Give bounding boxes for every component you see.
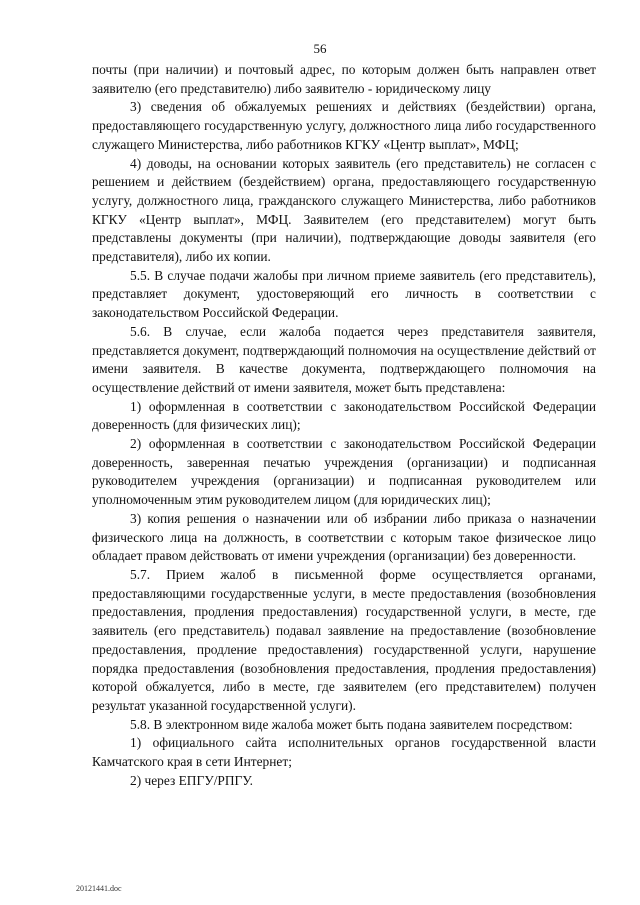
document-body <box>92 61 596 790</box>
paragraph-continuation: почты (при наличии) и почтовый адрес, по которым должен быть направлен ответ заявителю (его представителю) либо заявителю - юридическому лицу <box>92 62 596 96</box>
paragraph-5-8-item-1: 1) официального сайта исполнительных органов государственной власти Камчатского края в сети Интернет; <box>92 735 596 770</box>
paragraph-5-7: 5.7. Прием жалоб в письменной форме осуществляется органами, предоставляющими государственные услуги, в месте предоставления (возобновления предоставления, продления предоставления) государственной услуги, в месте, где заявитель (его представитель) подавал заявление на предоставление (возобновление предоставления, продление предоставления) государственной услуги, нарушение порядка предоставления (возобновления предоставления, продления предоставления) которой обжалуется, либо в месте, где заявителем (его представителем) получен результат указанной государственной услуги). <box>92 566 596 713</box>
page-number: 56 <box>313 41 327 56</box>
footer-file-code: 20121441.doc <box>76 884 122 893</box>
paragraph-5-8: 5.8. В электронном виде жалоба может быть подана заявителем посредством: <box>130 716 573 732</box>
paragraph-item-4: 4) доводы, на основании которых заявитель (его представитель) не согласен с решением и действием (бездействием) органа, предоставляющего государственную услугу, должностного лица, гражданского служащего Министерства, либо работников КГКУ «Центр выплат», МФЦ. Заявителем (его представителем) могут быть представлены документы (при наличии), подтверждающие доводы заявителя (его представителя), либо их копии. <box>92 155 596 265</box>
paragraph-5-6: 5.6. В случае, если жалоба подается через представителя заявителя, представляется документ, подтверждающий полномочия на осуществление действий от имени заявителя. В качестве документа, подтверждающего полномочия на осуществление действий от имени заявителя, может быть представлена: <box>92 323 596 395</box>
paragraph-item-3: 3) сведения об обжалуемых решениях и действиях (бездействии) органа, предоставляющего государственную услугу, должностного лица либо государственного служащего Министерства, либо работников КГКУ «Центр выплат», МФЦ; <box>92 99 596 152</box>
paragraph-5-6-item-1: 1) оформленная в соответствии с законодательством Российской Федерации доверенность (для физических лиц); <box>92 398 596 433</box>
paragraph-5-8-item-2: 2) через ЕПГУ/РПГУ. <box>130 772 253 788</box>
paragraph-5-6-item-2: 2) оформленная в соответствии с законодательством Российской Федерации доверенность, заверенная печатью учреждения (организации) и подписанная руководителем учреждения (организации) и подписанная руководителем или уполномоченным этим руководителем лицом (для юридических лиц); <box>92 436 596 508</box>
paragraph-5-6-item-3: 3) копия решения о назначении или об избрании либо приказа о назначении физического лица на должность, в соответствии с которым такое физическое лицо обладает правом действовать от имени учреждения (организации) без доверенности. <box>92 510 596 564</box>
paragraph-5-5: 5.5. В случае подачи жалобы при личном приеме заявитель (его представитель), представляет документ, удостоверяющий его личность в соответствии с законодательством Российской Федерации. <box>92 267 596 321</box>
